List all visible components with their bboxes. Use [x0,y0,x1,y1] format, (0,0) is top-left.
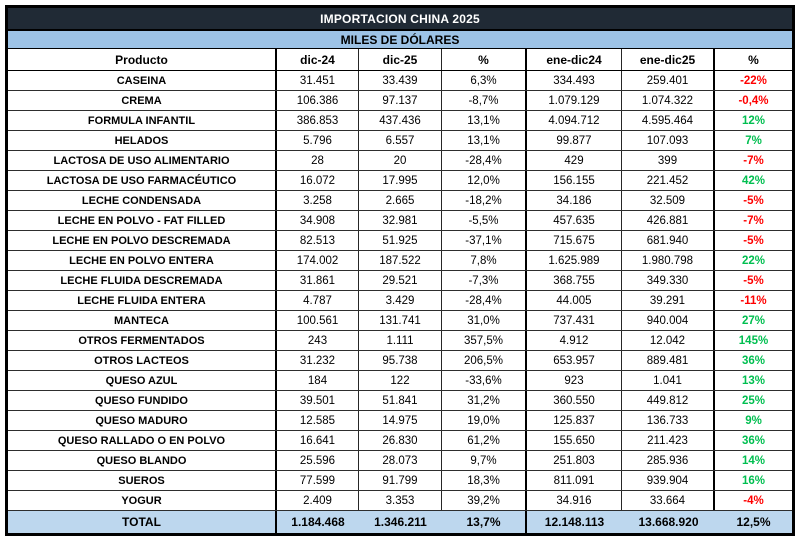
dic25-value-cell: 26.830 [359,431,442,450]
enedic25-value-cell: 33.664 [622,491,715,510]
dic24-value-cell: 28 [277,151,359,170]
enedic25-value-cell: 4.595.464 [622,111,715,130]
dic24-value-cell: 4.787 [277,291,359,310]
enedic24-value-cell: 34.916 [527,491,622,510]
dic25-value-cell: 29.521 [359,271,442,290]
pct-ytd-cell: -7% [743,214,764,227]
dic25-value-cell: 6.557 [359,131,442,150]
product-name-cell: QUESO AZUL [8,371,277,390]
enedic25-value-cell: 889.481 [622,351,715,370]
table-row [8,351,792,371]
pct-dic-cell: 39,2% [442,491,527,510]
pct-ytd-cell: 36% [741,354,766,367]
pct-ytd-cell: 12% [741,114,766,127]
product-name-cell: OTROS FERMENTADOS [8,331,277,350]
table-row [8,191,792,211]
table-row [8,371,792,391]
product-name-cell: LECHE FLUIDA ENTERA [8,291,277,310]
dic24-value-cell: 31.451 [277,71,359,90]
table-row [8,431,792,451]
dic25-value-cell: 14.975 [359,411,442,430]
enedic24-value-cell: 251.803 [527,451,622,470]
product-name-cell: SUEROS [8,471,277,490]
enedic24-value-cell: 4.912 [527,331,622,350]
pct-ytd-cell: -7% [743,154,764,167]
enedic24-value-cell: 1.079.129 [527,91,622,110]
pct-dic-cell: 12,0% [442,171,527,190]
dic25-value-cell: 97.137 [359,91,442,110]
table-subtitle-bar [8,31,792,49]
enedic25-value-cell: 39.291 [622,291,715,310]
dic24-value-cell: 16.641 [277,431,359,450]
pct-dic-cell: 31,2% [442,391,527,410]
dic25-value-cell: 2.665 [359,191,442,210]
import-table [5,5,795,536]
table-title-bar [8,8,792,31]
enedic25-value-cell: 681.940 [622,231,715,250]
dic24-value-cell: 3.258 [277,191,359,210]
dic25-value-cell: 122 [359,371,442,390]
dic24-value-cell: 16.072 [277,171,359,190]
dic25-value-cell: 17.995 [359,171,442,190]
pct-dic-cell: 357,5% [442,331,527,350]
dic25-value-cell: 187.522 [359,251,442,270]
product-name-cell: CREMA [8,91,277,110]
enedic24-value-cell: 653.957 [527,351,622,370]
table-row [8,471,792,491]
product-name-cell: FORMULA INFANTIL [8,111,277,130]
total-pct-dic: 13,7% [442,511,527,533]
enedic24-value-cell: 156.155 [527,171,622,190]
table-header-row [8,49,792,71]
pct-dic-cell: -18,2% [442,191,527,210]
pct-ytd-cell: 14% [741,454,766,467]
pct-dic-cell: 6,3% [442,71,527,90]
enedic25-value-cell: 449.812 [622,391,715,410]
header-enedic25: ene-dic25 [622,49,715,70]
pct-dic-cell: 18,3% [442,471,527,490]
pct-ytd-cell: 7% [745,134,762,147]
dic24-value-cell: 77.599 [277,471,359,490]
table-row [8,411,792,431]
dic24-value-cell: 5.796 [277,131,359,150]
pct-ytd-cell: 36% [741,434,766,447]
enedic24-value-cell: 368.755 [527,271,622,290]
enedic25-value-cell: 211.423 [622,431,715,450]
table-body [8,71,792,511]
enedic24-value-cell: 811.091 [527,471,622,490]
dic24-value-cell: 243 [277,331,359,350]
pct-dic-cell: -37,1% [442,231,527,250]
dic25-value-cell: 20 [359,151,442,170]
dic24-value-cell: 25.596 [277,451,359,470]
pct-dic-cell: 9,7% [442,451,527,470]
product-name-cell: LECHE CONDENSADA [8,191,277,210]
enedic25-value-cell: 32.509 [622,191,715,210]
dic25-value-cell: 32.981 [359,211,442,230]
table-subtitle: MILES DE DÓLARES [340,32,460,47]
dic25-value-cell: 51.841 [359,391,442,410]
product-name-cell: QUESO FUNDIDO [8,391,277,410]
table-row [8,111,792,131]
enedic25-value-cell: 285.936 [622,451,715,470]
dic25-value-cell: 33.439 [359,71,442,90]
enedic25-value-cell: 939.904 [622,471,715,490]
total-enedic24: 12.148.113 [544,515,605,529]
enedic25-value-cell: 1.074.322 [622,91,715,110]
enedic24-value-cell: 44.005 [527,291,622,310]
pct-ytd-cell: -4% [743,494,764,507]
pct-dic-cell: -28,4% [442,151,527,170]
header-enedic24: ene-dic24 [527,49,622,70]
header-producto: Producto [8,49,277,70]
table-row [8,291,792,311]
total-pct-ytd: 12,5% [736,515,771,529]
dic25-value-cell: 28.073 [359,451,442,470]
pct-ytd-cell: 145% [738,334,769,347]
table-row [8,131,792,151]
product-name-cell: QUESO MADURO [8,411,277,430]
pct-dic-cell: -33,6% [442,371,527,390]
dic24-value-cell: 12.585 [277,411,359,430]
dic25-value-cell: 95.738 [359,351,442,370]
enedic24-value-cell: 155.650 [527,431,622,450]
enedic24-value-cell: 429 [527,151,622,170]
total-dic25: 1.346.211 [374,515,427,529]
dic24-value-cell: 386.853 [277,111,359,130]
table-row [8,71,792,91]
table-row [8,271,792,291]
pct-dic-cell: -8,7% [442,91,527,110]
enedic24-value-cell: 923 [527,371,622,390]
enedic24-value-cell: 457.635 [527,211,622,230]
total-label: TOTAL [8,511,277,533]
enedic24-value-cell: 99.877 [527,131,622,150]
dic24-value-cell: 31.861 [277,271,359,290]
table-row [8,151,792,171]
pct-ytd-cell: -5% [743,274,764,287]
pct-dic-cell: 19,0% [442,411,527,430]
pct-ytd-cell: 42% [741,174,766,187]
pct-dic-cell: -7,3% [442,271,527,290]
header-pct-ytd: % [715,49,792,70]
table-row [8,171,792,191]
table-row [8,251,792,271]
pct-ytd-cell: 27% [741,314,766,327]
pct-dic-cell: -28,4% [442,291,527,310]
dic24-value-cell: 106.386 [277,91,359,110]
product-name-cell: LECHE EN POLVO ENTERA [8,251,277,270]
enedic25-value-cell: 136.733 [622,411,715,430]
dic24-value-cell: 31.232 [277,351,359,370]
table-row [8,391,792,411]
header-dic24: dic-24 [277,49,359,70]
table-row [8,331,792,351]
dic25-value-cell: 1.111 [359,331,442,350]
dic25-value-cell: 91.799 [359,471,442,490]
pct-dic-cell: 31,0% [442,311,527,330]
enedic24-value-cell: 4.094.712 [527,111,622,130]
product-name-cell: YOGUR [8,491,277,510]
enedic24-value-cell: 737.431 [527,311,622,330]
product-name-cell: MANTECA [8,311,277,330]
pct-ytd-cell: 9% [745,414,762,427]
enedic24-value-cell: 34.186 [527,191,622,210]
enedic24-value-cell: 1.625.989 [527,251,622,270]
header-pct-dic: % [442,49,527,70]
enedic24-value-cell: 715.675 [527,231,622,250]
pct-ytd-cell: -5% [743,234,764,247]
dic24-value-cell: 82.513 [277,231,359,250]
product-name-cell: LECHE EN POLVO - FAT FILLED [8,211,277,230]
pct-dic-cell: 13,1% [442,111,527,130]
table-row [8,311,792,331]
pct-ytd-cell: -5% [743,194,764,207]
table-title: IMPORTACION CHINA 2025 [320,11,480,26]
product-name-cell: LECHE FLUIDA DESCREMADA [8,271,277,290]
enedic25-value-cell: 399 [622,151,715,170]
pct-dic-cell: 13,1% [442,131,527,150]
product-name-cell: QUESO BLANDO [8,451,277,470]
pct-ytd-cell: -22% [740,74,767,87]
enedic25-value-cell: 940.004 [622,311,715,330]
dic25-value-cell: 3.353 [359,491,442,510]
total-dic24: 1.184.468 [291,515,345,529]
product-name-cell: HELADOS [8,131,277,150]
enedic25-value-cell: 426.881 [622,211,715,230]
enedic24-value-cell: 125.837 [527,411,622,430]
header-dic25: dic-25 [359,49,442,70]
pct-dic-cell: 61,2% [442,431,527,450]
table-row [8,211,792,231]
pct-dic-cell: 7,8% [442,251,527,270]
enedic25-value-cell: 107.093 [622,131,715,150]
enedic24-value-cell: 360.550 [527,391,622,410]
pct-ytd-cell: 16% [741,474,766,487]
table-row [8,491,792,511]
product-name-cell: QUESO RALLADO O EN POLVO [8,431,277,450]
pct-ytd-cell: 22% [741,254,766,267]
pct-ytd-cell: 25% [741,394,766,407]
dic24-value-cell: 184 [277,371,359,390]
enedic25-value-cell: 221.452 [622,171,715,190]
enedic25-value-cell: 1.980.798 [622,251,715,270]
product-name-cell: LACTOSA DE USO FARMACÉUTICO [8,171,277,190]
pct-ytd-cell: -11% [740,294,767,307]
table-row [8,91,792,111]
dic25-value-cell: 437.436 [359,111,442,130]
dic25-value-cell: 131.741 [359,311,442,330]
table-total-row [8,511,792,533]
table-row [8,231,792,251]
enedic24-value-cell: 334.493 [527,71,622,90]
product-name-cell: LACTOSA DE USO ALIMENTARIO [8,151,277,170]
total-enedic25: 13.668.920 [638,515,699,529]
product-name-cell: LECHE EN POLVO DESCREMADA [8,231,277,250]
pct-dic-cell: 206,5% [442,351,527,370]
dic24-value-cell: 2.409 [277,491,359,510]
dic25-value-cell: 3.429 [359,291,442,310]
table-row [8,451,792,471]
dic25-value-cell: 51.925 [359,231,442,250]
product-name-cell: OTROS LACTEOS [8,351,277,370]
dic24-value-cell: 174.002 [277,251,359,270]
enedic25-value-cell: 349.330 [622,271,715,290]
dic24-value-cell: 34.908 [277,211,359,230]
enedic25-value-cell: 259.401 [622,71,715,90]
enedic25-value-cell: 12.042 [622,331,715,350]
product-name-cell: CASEINA [8,71,277,90]
pct-ytd-cell: 13% [741,374,766,387]
pct-ytd-cell: -0,4% [738,94,769,107]
pct-dic-cell: -5,5% [442,211,527,230]
enedic25-value-cell: 1.041 [622,371,715,390]
dic24-value-cell: 39.501 [277,391,359,410]
dic24-value-cell: 100.561 [277,311,359,330]
